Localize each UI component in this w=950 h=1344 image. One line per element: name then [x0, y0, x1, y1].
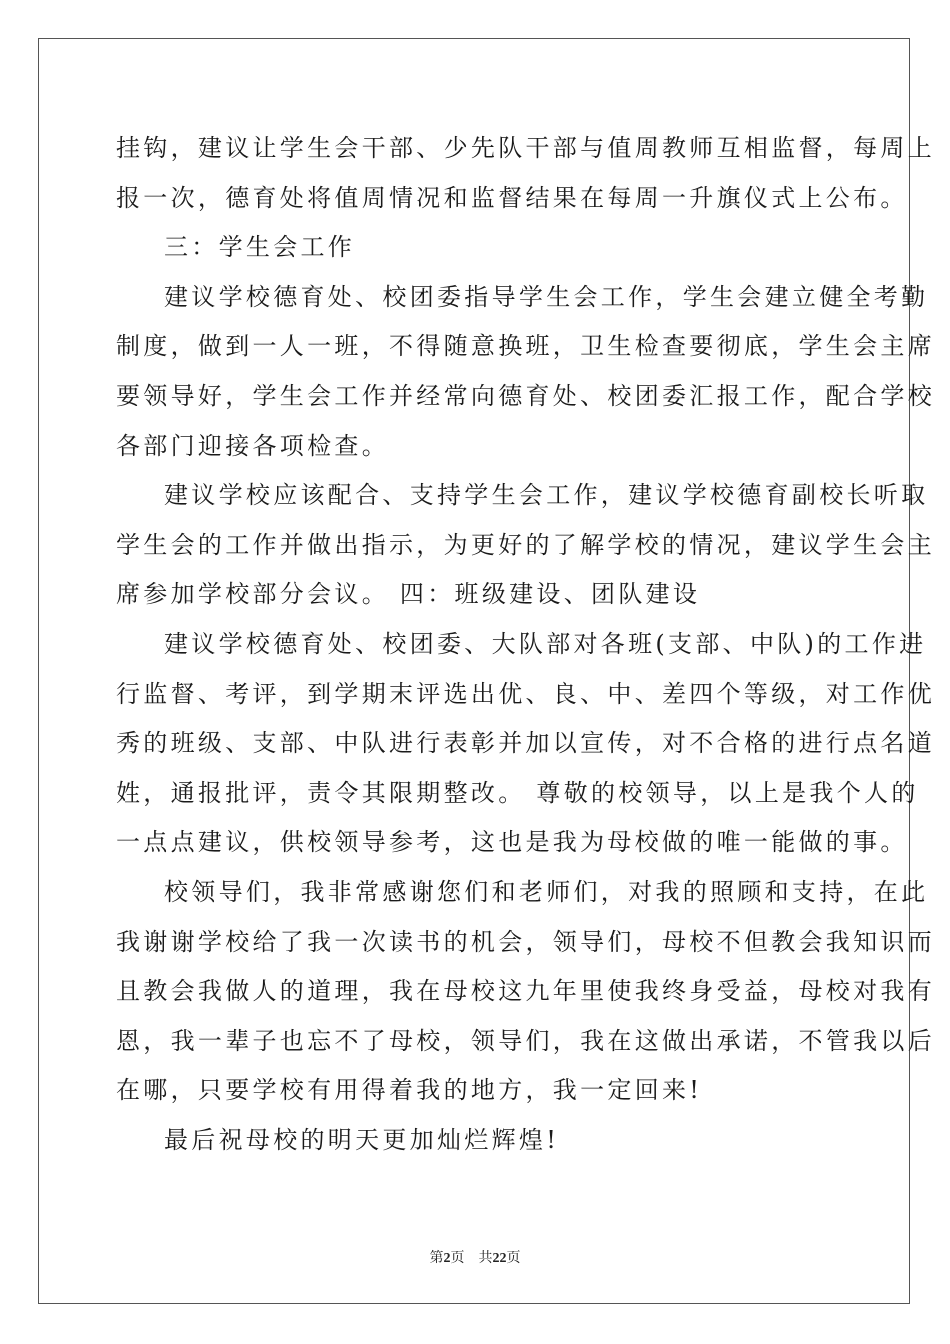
text-line: 挂钩，建议让学生会干部、少先队干部与值周教师互相监督，每周上: [116, 134, 935, 162]
text-line: 席参加学校部分会议。 四：班级建设、团队建设: [116, 580, 701, 609]
section-heading: 三：学生会工作: [164, 233, 356, 262]
text-line: 制度，做到一人一班，不得随意换班，卫生检查要彻底，学生会主席: [116, 332, 935, 361]
text-line: 报一次，德育处将值周情况和监督结果在每周一升旗仪式上公布。: [116, 183, 908, 212]
text-line: 姓，通报批评，责令其限期整改。 尊敬的校领导，以上是我个人的: [116, 778, 919, 807]
total-prefix: 共: [478, 1250, 493, 1266]
text-line: 校领导们，我非常感谢您们和老师们，对我的照顾和支持，在此: [164, 877, 929, 906]
text-line: 建议学校德育处、校团委指导学生会工作，学生会建立健全考勤: [164, 282, 929, 311]
page-footer: [0, 1247, 950, 1267]
text-line: 行监督、考评，到学期末评选出优、良、中、差四个等级，对工作优: [116, 679, 935, 708]
page-prefix: 第: [429, 1250, 444, 1266]
document-body: [116, 124, 935, 1165]
text-line: 建议学校应该配合、支持学生会工作，建议学校德育副校长听取: [164, 481, 929, 510]
page-suffix: 页: [450, 1250, 465, 1266]
text-line: 我谢谢学校给了我一次读书的机会，领导们，母校不但教会我知识而: [116, 927, 935, 956]
text-line: 在哪，只要学校有用得着我的地方，我一定回来!: [116, 1076, 703, 1105]
text-line: 一点点建议，供校领导参考，这也是我为母校做的唯一能做的事。: [116, 828, 908, 857]
text-line: 且教会我做人的道理，我在母校这九年里使我终身受益，母校对我有: [116, 977, 935, 1006]
text-line: 要领导好，学生会工作并经常向德育处、校团委汇报工作，配合学校: [116, 381, 935, 410]
text-line: 恩，我一辈子也忘不了母校，领导们，我在这做出承诺，不管我以后: [116, 1026, 935, 1055]
page-number: 2: [443, 1251, 451, 1266]
text-line: 学生会的工作并做出指示，为更好的了解学校的情况，建议学生会主: [116, 530, 935, 559]
total-suffix: 页: [506, 1250, 521, 1266]
text-line: 秀的班级、支部、中队进行表彰并加以宣传，对不合格的进行点名道: [116, 729, 935, 758]
text-line: 建议学校德育处、校团委、大队部对各班(支部、中队)的工作进: [164, 629, 927, 658]
text-line: 各部门迎接各项检查。: [116, 431, 389, 460]
total-pages: 22: [492, 1251, 507, 1266]
text-line: 最后祝母校的明天更加灿烂辉煌!: [164, 1125, 560, 1154]
